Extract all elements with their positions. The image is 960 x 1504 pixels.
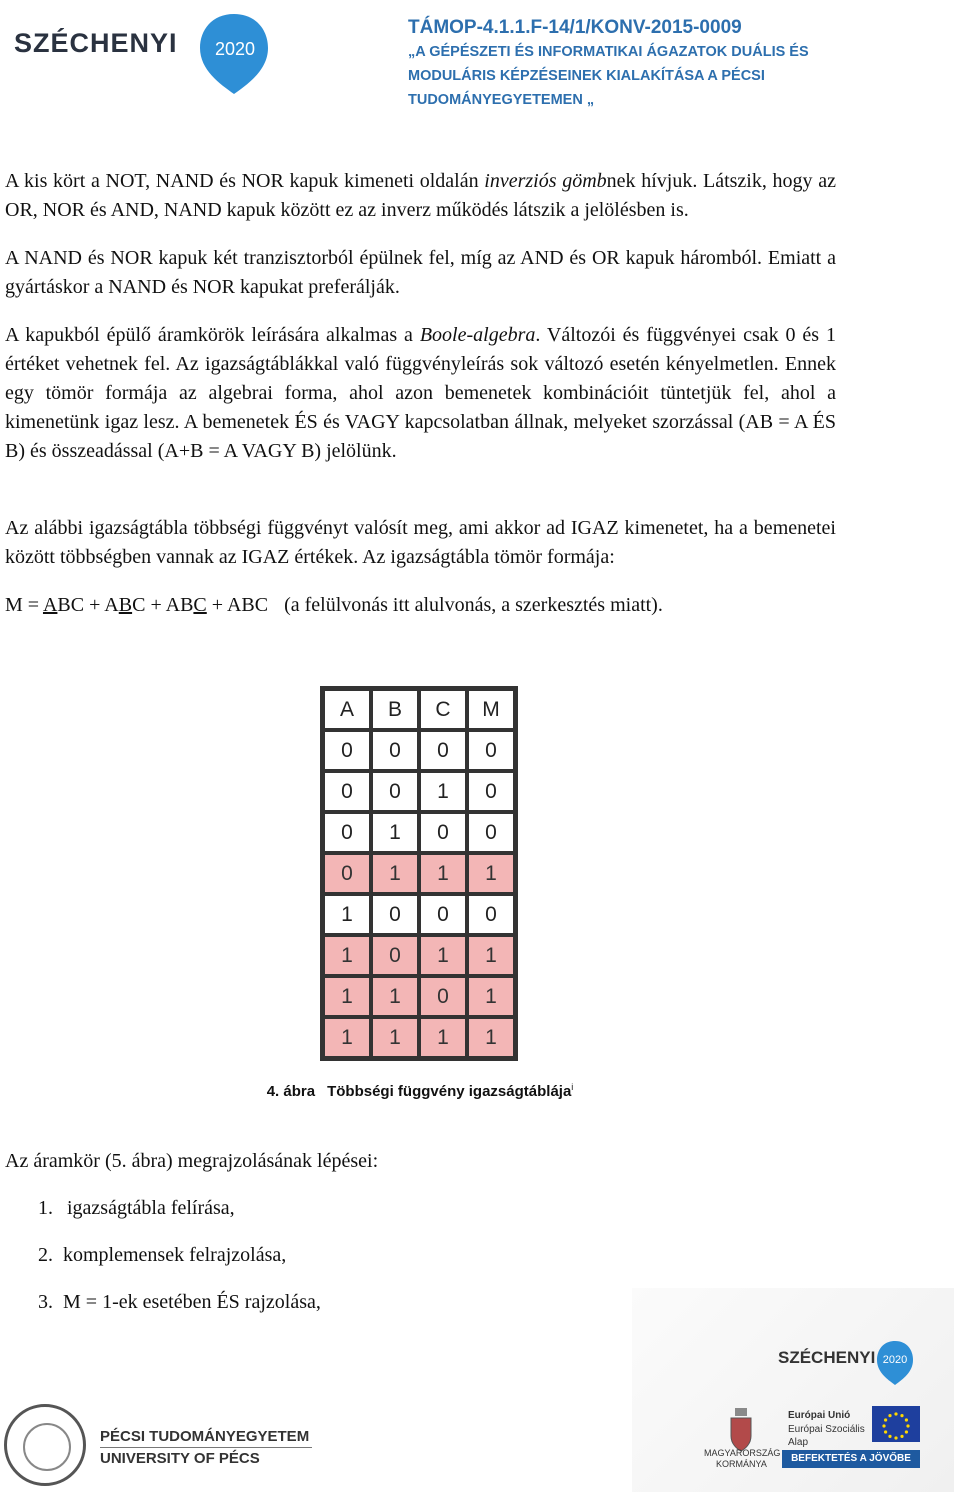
list-item-number: 2.	[38, 1244, 53, 1266]
table-cell: 0	[371, 894, 419, 935]
funding-brand: SZÉCHENYI	[778, 1348, 876, 1367]
p1-text-b: nek hívjuk. Látszik, hogy az OR, NOR és AND, NAND kapuk között ez az inverz működés látszik a jelölésben is.	[5, 170, 836, 221]
table-cell: 0	[467, 730, 515, 771]
funding-infoblock	[632, 1288, 954, 1492]
table-row	[323, 894, 515, 935]
figure-title: Többségi függvény igazságtáblája	[327, 1083, 572, 1100]
table-cell: 1	[323, 976, 371, 1017]
formula-plus-3: +	[206, 594, 227, 616]
table-row-highlighted	[323, 1017, 515, 1058]
list-item-text: igazságtábla felírása,	[67, 1197, 235, 1219]
table-row-highlighted	[323, 935, 515, 976]
table-cell: 0	[371, 730, 419, 771]
formula-t4: ABC	[226, 594, 269, 616]
formula-t3-pre: AB	[165, 594, 194, 616]
list-item	[38, 1291, 321, 1314]
paragraph-transistors: A NAND és NOR kapuk két tranzisztorból épülnek fel, míg az AND és OR kapuk háromból. Emiatt a gyártáskor a NAND és NOR kapukat preferálják.	[5, 247, 836, 298]
eu-line-1: Európai Unió	[788, 1410, 851, 1421]
project-title-line-2: MODULÁRIS KÉPZÉSEINEK KIALAKÍTÁSA A PÉCSI	[408, 68, 765, 84]
paragraph-majority-function: Az alábbi igazságtábla többségi függvényt valósít meg, ami akkor ad IGAZ kimenetet, ha a bemenetei között többségben vannak az IGAZ értékek. Az igazságtábla tömör formája:	[5, 517, 836, 568]
table-row-highlighted	[323, 976, 515, 1017]
steps-title: Az áramkör (5. ábra) megrajzolásának lépései:	[5, 1150, 379, 1172]
table-cell: 1	[371, 1017, 419, 1058]
table-cell: 0	[467, 812, 515, 853]
p3-italic-term: Boole-algebra	[419, 324, 536, 346]
table-row-highlighted	[323, 853, 515, 894]
eu-flag-icon	[872, 1406, 920, 1442]
table-cell: 0	[467, 894, 515, 935]
table-cell: 1	[371, 976, 419, 1017]
university-divider	[100, 1447, 312, 1448]
truth-table-header-row	[323, 689, 515, 730]
table-cell: 0	[323, 771, 371, 812]
funding-year: 2020	[882, 1354, 908, 1366]
table-row	[323, 730, 515, 771]
table-cell: 1	[323, 894, 371, 935]
table-cell: 1	[467, 976, 515, 1017]
table-cell: 0	[419, 812, 467, 853]
table-row	[323, 771, 515, 812]
p1-italic-term: inverziós gömb	[484, 170, 607, 192]
table-cell: 1	[323, 935, 371, 976]
government-line-2: KORMÁNYA	[716, 1459, 767, 1469]
project-code: TÁMOP-4.1.1.F-14/1/KONV-2015-0009	[408, 17, 742, 38]
table-cell: 0	[323, 853, 371, 894]
funding-slogan: BEFEKTETÉS A JÖVŐBE	[782, 1450, 920, 1468]
project-header	[408, 16, 948, 112]
szechenyi-year: 2020	[214, 39, 256, 59]
footnote-mark[interactable]: i	[571, 1082, 574, 1092]
project-title-line-3: TUDOMÁNYEGYETEMEN „	[408, 92, 595, 108]
paragraph-inversion-bubble	[5, 167, 836, 225]
table-cell: 0	[323, 730, 371, 771]
table-cell: 1	[371, 812, 419, 853]
university-seal-icon	[4, 1404, 86, 1486]
university-name-hu: PÉCSI TUDOMÁNYEGYETEM	[100, 1428, 310, 1445]
formula-plus-2: +	[145, 594, 166, 616]
hungarian-crest-icon	[728, 1406, 754, 1452]
table-cell: 1	[467, 935, 515, 976]
p1-text-a: A kis kört a NOT, NAND és NOR kapuk kimeneti oldalán	[5, 170, 485, 192]
header-cell: A	[323, 689, 371, 730]
majority-formula	[5, 591, 836, 620]
table-cell: 1	[467, 1017, 515, 1058]
table-cell: 1	[419, 935, 467, 976]
table-cell: 1	[419, 771, 467, 812]
table-cell: 0	[371, 771, 419, 812]
formula-t3-neg: C	[193, 594, 207, 616]
paragraph-boole-algebra	[5, 321, 836, 466]
list-item-text: komplemensek felrajzolása,	[63, 1244, 287, 1266]
university-logo	[4, 1404, 324, 1488]
list-item	[38, 1244, 286, 1267]
table-cell: 1	[419, 853, 467, 894]
szechenyi-brand-text: SZÉCHENYI	[14, 28, 178, 58]
eu-line-3: Alap	[788, 1437, 809, 1448]
list-item	[38, 1197, 235, 1220]
header-cell: C	[419, 689, 467, 730]
table-cell: 1	[323, 1017, 371, 1058]
table-row	[323, 812, 515, 853]
formula-t1-neg: A	[42, 594, 58, 616]
table-cell: 0	[371, 935, 419, 976]
table-cell: 1	[467, 853, 515, 894]
table-cell: 0	[323, 812, 371, 853]
list-item-number: 3.	[38, 1291, 53, 1313]
table-cell: 0	[467, 771, 515, 812]
header-cell: M	[467, 689, 515, 730]
figure-caption	[0, 1082, 840, 1100]
formula-t2-neg: B	[118, 594, 133, 616]
government-line-1: MAGYARORSZÁG	[704, 1448, 781, 1458]
table-cell: 1	[419, 1017, 467, 1058]
truth-table	[320, 686, 518, 1061]
eu-line-2: Európai Szociális	[788, 1424, 865, 1435]
header-cell: B	[371, 689, 419, 730]
p3-text-a: A kapukból épülő áramkörök leírására alkalmas a	[5, 324, 420, 346]
formula-t2-rest: C	[132, 594, 146, 616]
list-item-text: M = 1-ek esetében ÉS rajzolása,	[63, 1291, 321, 1313]
p3-text-b: . Változói és függvényei csak 0 és 1 értéket vehetnek fel. Az igazságtáblákkal való függvényleírás sok változó esetén kényelmetlen. Ennek egy tömör formája az algebrai forma, ahol azon bemenetek kombinációit tüntetjük fel, ahol a kimenetünk igaz lesz. A bemenetek ÉS és VAGY kapcsolatban állnak, melyeket szorzással (AB = A ÉS B) és összeadással (A+B = A VAGY B) jelölünk.	[5, 324, 836, 462]
formula-lhs: M =	[5, 594, 43, 616]
szechenyi-2020-logo	[14, 12, 264, 98]
project-title-line-1: „A GÉPÉSZETI ÉS INFORMATIKAI ÁGAZATOK DUÁLIS ÉS	[408, 44, 809, 60]
formula-t1-rest: BC	[57, 594, 85, 616]
table-cell: 0	[419, 894, 467, 935]
table-cell: 1	[371, 853, 419, 894]
figure-number: 4. ábra	[266, 1083, 316, 1100]
university-name-en: UNIVERSITY OF PÉCS	[100, 1450, 260, 1467]
formula-note: (a felülvonás itt alulvonás, a szerkesztés miatt).	[284, 594, 663, 616]
table-cell: 0	[419, 976, 467, 1017]
table-cell: 0	[419, 730, 467, 771]
formula-t2-pre: A	[104, 594, 119, 616]
list-item-number: 1.	[38, 1197, 53, 1219]
formula-plus-1: +	[84, 594, 105, 616]
